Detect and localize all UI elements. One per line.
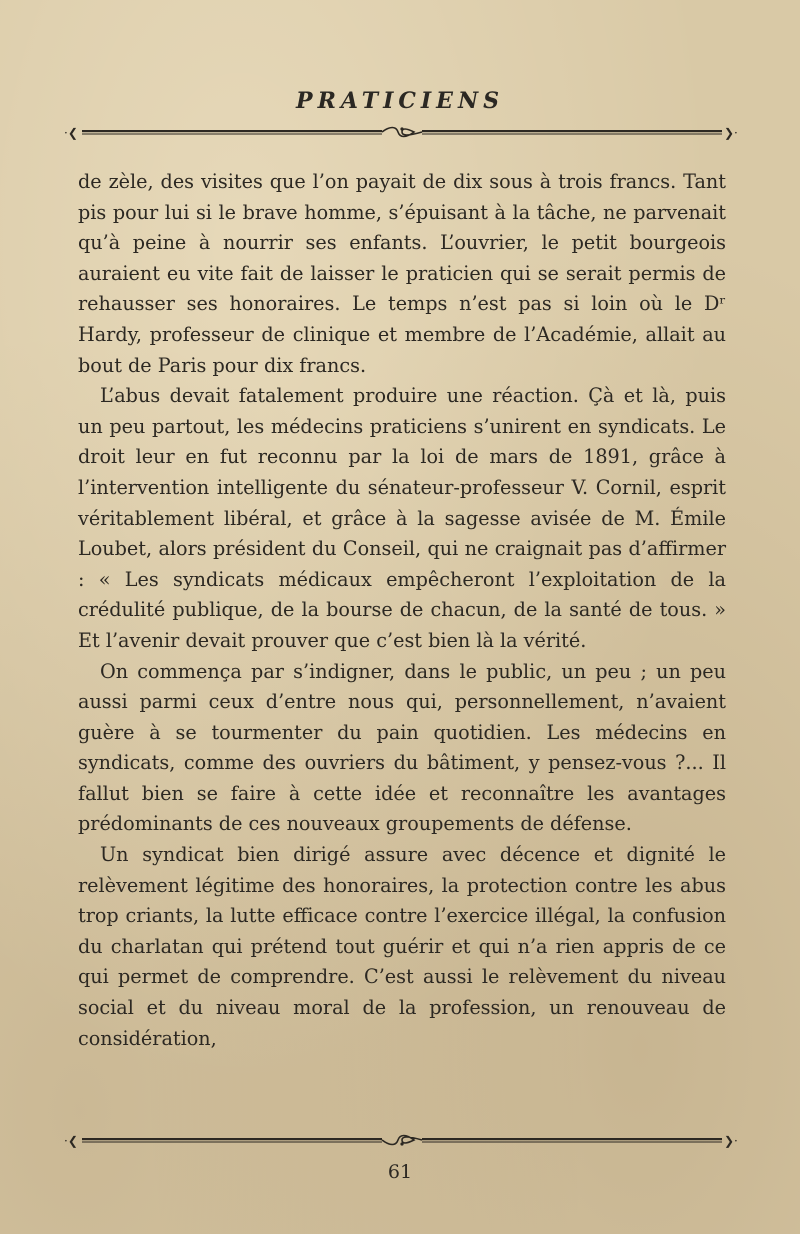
fleuron-rule-icon [64,1133,740,1149]
paragraph-2: L’abus devait fatalement produire une réaction. Çà et là, puis un peu partout, les médecins praticiens s’unirent en syndicats. Le droit leur en fut reconnu par la loi de mars de 1891, grâce à l’intervention intelligente du sénateur-professeur V. Cornil, esprit véritablement libéral, et grâce à la sagesse avisée de M. Émile Loubet, alors président du Conseil, qui ne craignait pas d’affirmer : « Les syndicats médicaux empêcheront l’exploitation de la crédulité publique, de la bourse de chacun, de la santé de tous. » Et l’avenir devait prouver que c’est bien là la vérité. [78,384,726,652]
paragraph-1: de zèle, des visites que l’on payait de dix sous à trois francs. Tant pis pour lui si le brave homme, s’épuisant à la tâche, ne parvenait qu’à peine à nourrir ses enfants. L’ouvrier, le petit bourgeois auraient eu vite fait de laisser le praticien qui se serait permis de rehausser ses honoraires. Le temps n’est pas si loin où le Dʳ Hardy, professeur de clinique et membre de l’Académie, allait au bout de Paris pour dix francs. [78,170,726,377]
paragraph-3: On commença par s’indigner, dans le public, un peu ; un peu aussi parmi ceux d’entre nous qui, personnellement, n’avaient guère à se tourmenter du pain quotidien. Les médecins en syndicats, comme des ouvriers du bâtiment, y pensez-vous ?... Il fallut bien se faire à cette idée et reconnaître les avantages prédominants de ces nouveaux groupements de défense. [78,659,726,836]
fleuron-rule-icon [64,125,740,141]
bottom-ornamental-rule [64,1133,740,1149]
running-title: PRATICIENS [296,88,504,114]
paragraph-4: Un syndicat bien dirigé assure avec décence et dignité le relèvement légitime des honoraires, la protection contre les abus trop criants, la lutte efficace contre l’exercice illégal, la confusion du charlatan qui prétend tout guérir et qui n’a rien appris de ce qui permet de comprendre. C’est aussi le relèvement du niveau social et du niveau moral de la profession, un renouveau de considération, [78,843,726,1050]
top-ornamental-rule [64,125,740,141]
svg-text:·❮: ·❮ [64,1134,78,1148]
page-number: 61 [387,1161,413,1183]
svg-text:❯·: ❯· [724,1134,738,1148]
svg-text:❯·: ❯· [724,126,738,140]
svg-text:·❮: ·❮ [64,126,78,140]
body-text [78,167,726,1054]
